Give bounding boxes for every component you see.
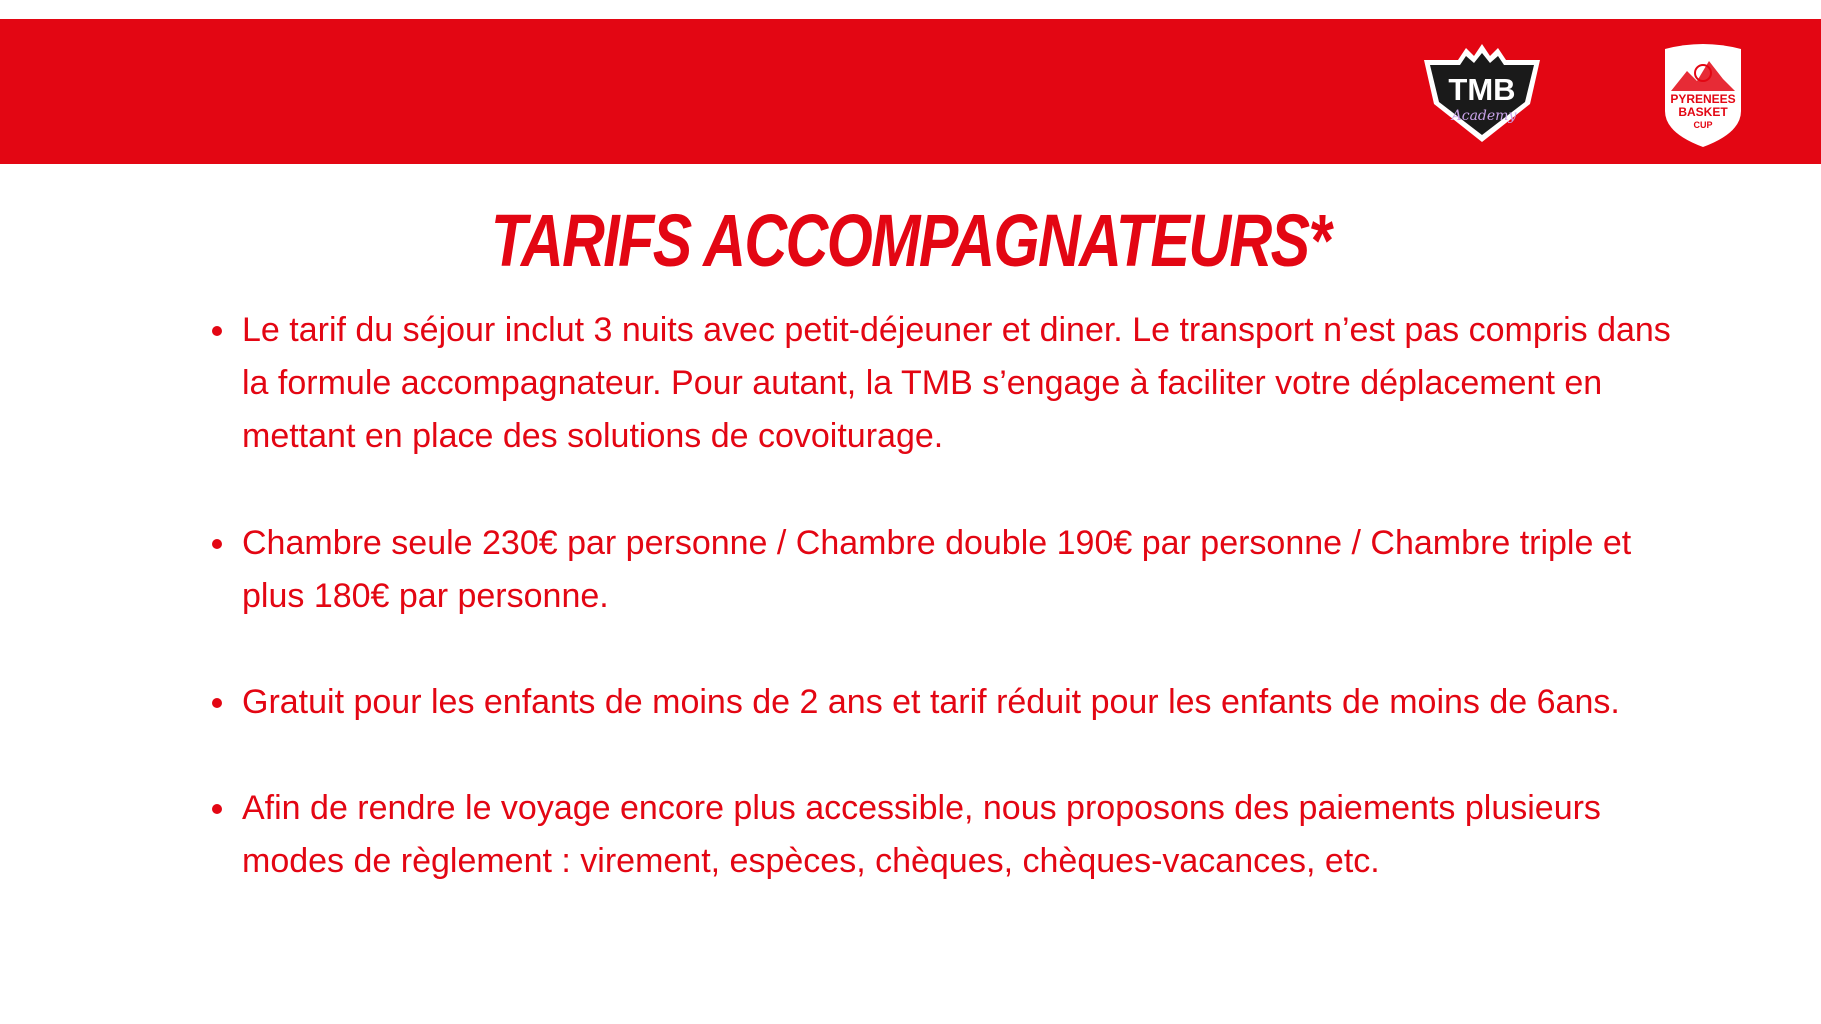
bullet-text: Chambre seule 230€ par personne / Chambre double 190€ par personne / Chambre triple et plus 180€ par personne.	[242, 524, 1632, 615]
list-item	[212, 782, 1672, 888]
bullet-text: Afin de rendre le voyage encore plus accessible, nous proposons des paiements plusieurs modes de règlement : virement, espèces, chèques, chèques-vacances, etc.	[242, 789, 1601, 880]
pbc-logo-line2: BASKET	[1678, 105, 1728, 119]
tarifs-bullet-list	[212, 304, 1672, 941]
bullet-icon	[212, 804, 222, 814]
list-item	[212, 517, 1672, 623]
bullet-icon	[212, 698, 222, 708]
list-item	[212, 304, 1672, 463]
bullet-text: Gratuit pour les enfants de moins de 2 ans et tarif réduit pour les enfants de moins de 6ans.	[242, 683, 1620, 721]
tmb-logo-text: TMB	[1448, 72, 1516, 107]
bullet-text: Le tarif du séjour inclut 3 nuits avec petit-déjeuner et diner. Le transport n’est pas compris dans la formule accompagnateur. Pour autant, la TMB s’engage à faciliter votre déplacement en mettant en place des solutions de covoiturage.	[242, 311, 1671, 455]
list-item	[212, 676, 1672, 729]
academy-logo-text: Academy	[1451, 108, 1517, 124]
pbc-logo-line3: CUP	[1693, 120, 1713, 130]
pbc-logo-line1: PYRENEES	[1670, 92, 1736, 106]
page-title: TARIFS ACCOMPAGNATEURS*	[490, 199, 1330, 282]
pyrenees-basket-cup-logo	[1657, 41, 1749, 149]
bullet-icon	[212, 539, 222, 549]
header-band	[0, 19, 1821, 164]
bullet-icon	[212, 326, 222, 336]
tmb-academy-logo	[1418, 42, 1546, 146]
